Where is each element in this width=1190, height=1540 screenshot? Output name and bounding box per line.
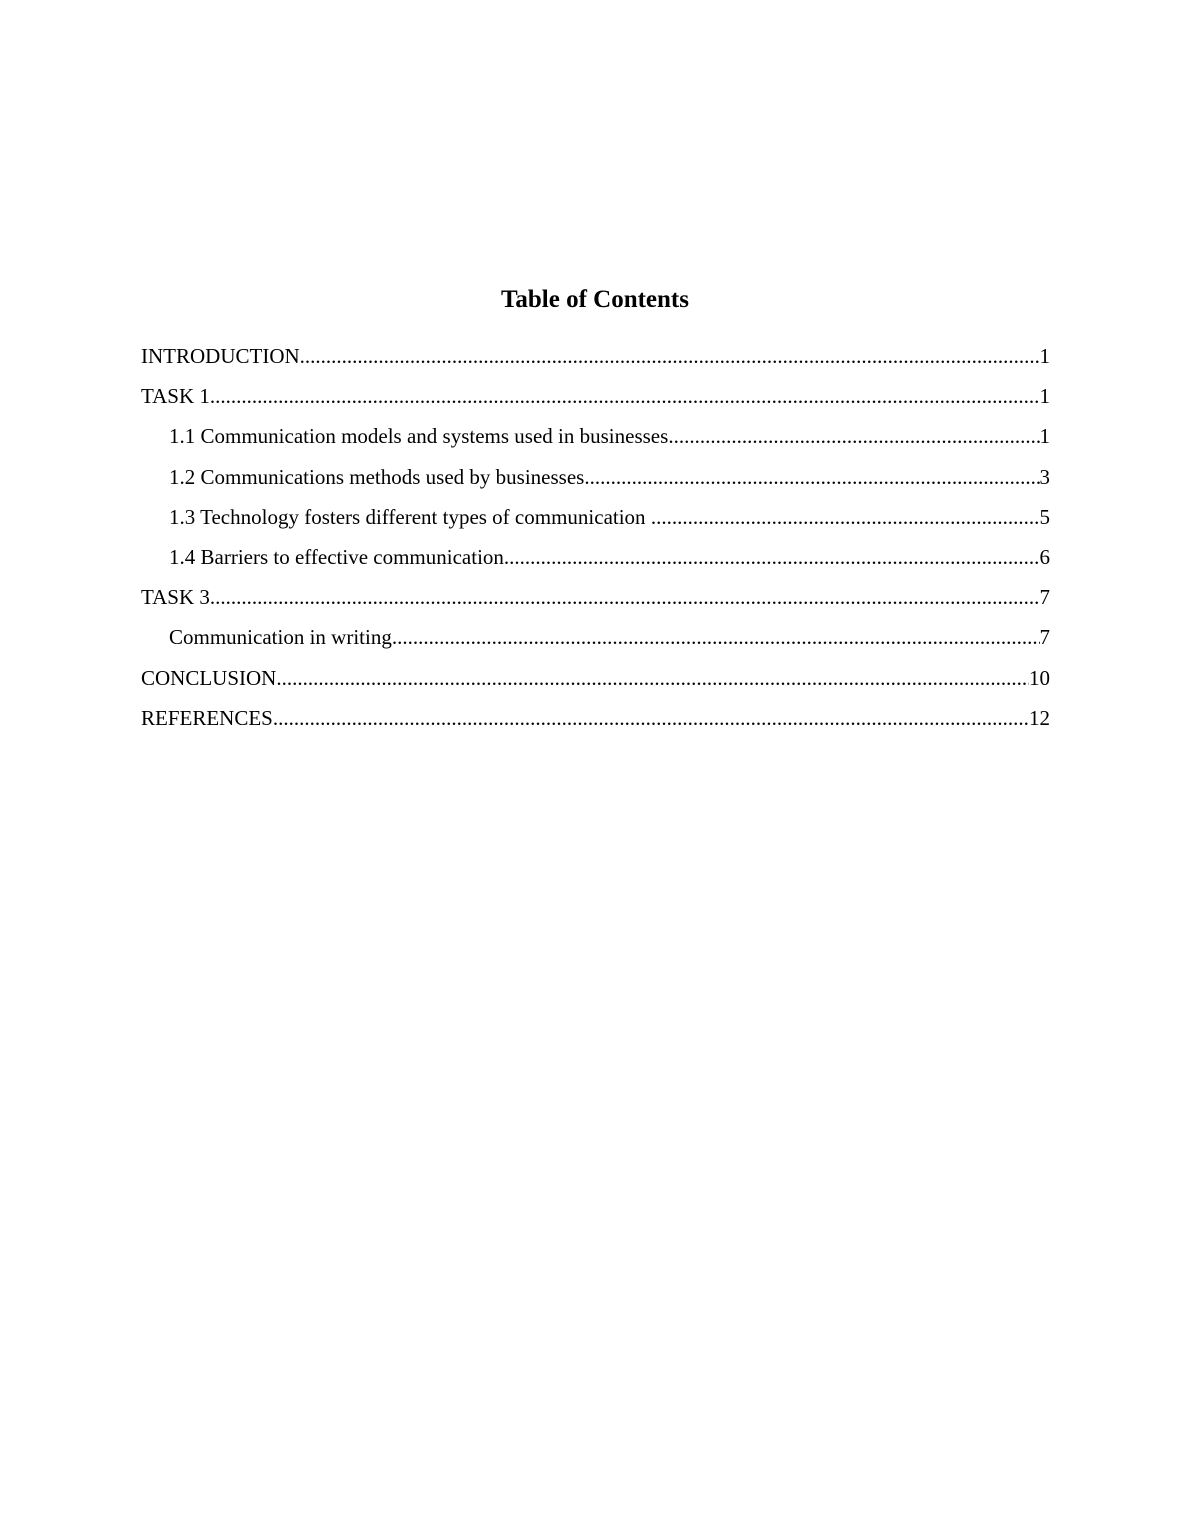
- toc-entry-label: CONCLUSION: [141, 665, 277, 690]
- toc-entry-label: 1.2 Communications methods used by businesses: [169, 464, 585, 489]
- toc-dot-leader: [210, 382, 1040, 410]
- toc-dot-leader: [584, 463, 1039, 491]
- toc-entry-communication-in-writing[interactable]: [141, 623, 1050, 663]
- toc-entry-page-number: 5: [1039, 504, 1050, 529]
- toc-entry-page-number: 10: [1029, 665, 1050, 690]
- toc-entry-label: 1.1 Communication models and systems used in businesses: [169, 424, 669, 449]
- toc-dot-leader: [668, 422, 1039, 450]
- toc-dot-leader: [392, 623, 1040, 651]
- toc-dot-leader: [300, 342, 1040, 370]
- toc-entry-conclusion[interactable]: [141, 664, 1050, 704]
- toc-entry-page-number: 1: [1039, 344, 1050, 368]
- toc-entry-page-number: 1: [1039, 424, 1050, 449]
- toc-entry-page-number: 1: [1039, 384, 1050, 409]
- toc-entry-label: 1.3 Technology fosters different types of communication: [169, 504, 651, 529]
- toc-entry-label: TASK 1: [141, 384, 210, 409]
- toc-dot-leader: [210, 583, 1040, 611]
- toc-dot-leader: [651, 503, 1040, 531]
- toc-entry-page-number: 6: [1039, 544, 1050, 569]
- toc-entry-label: TASK 3: [141, 585, 210, 610]
- toc-entry-label: Communication in writing: [169, 625, 392, 650]
- toc-entry-introduction[interactable]: [141, 342, 1050, 382]
- toc-title: Table of Contents: [501, 286, 689, 313]
- toc-entry-task-1[interactable]: [141, 382, 1050, 422]
- toc-entry-label: 1.4 Barriers to effective communication: [169, 544, 504, 569]
- toc-entry-task-3[interactable]: [141, 583, 1050, 623]
- toc-entry-page-number: 7: [1039, 585, 1050, 610]
- toc-entry-1-3[interactable]: [141, 503, 1050, 543]
- toc-entry-page-number: 12: [1029, 705, 1050, 730]
- toc-entry-page-number: 3: [1039, 464, 1050, 489]
- toc-entry-1-1[interactable]: [141, 422, 1050, 462]
- toc-entry-label: INTRODUCTION: [141, 344, 300, 368]
- toc-entry-references[interactable]: [141, 704, 1050, 744]
- toc-dot-leader: [276, 664, 1029, 692]
- toc-dot-leader: [273, 704, 1029, 732]
- toc-entry-label: REFERENCES: [141, 705, 273, 730]
- toc-list: [141, 342, 1050, 744]
- toc-entry-1-2[interactable]: [141, 463, 1050, 503]
- toc-dot-leader: [504, 543, 1040, 571]
- toc-entry-1-4[interactable]: [141, 543, 1050, 583]
- toc-entry-page-number: 7: [1039, 625, 1050, 650]
